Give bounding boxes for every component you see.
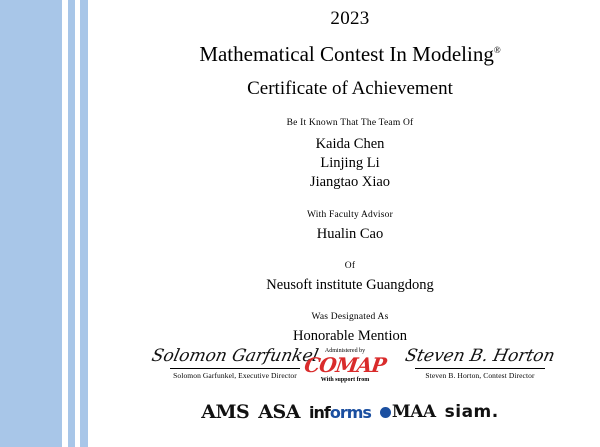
signature-rule-right — [415, 368, 545, 369]
certificate-subtitle: Certificate of Achievement — [247, 78, 453, 99]
institution-name: Neusoft institute Guangdong — [266, 277, 434, 293]
ams-logo: AMS — [201, 401, 250, 423]
designation-label: Was Designated As — [311, 312, 389, 322]
informs-logo-prefix: inf — [309, 402, 330, 422]
signature-caption-left: Solomon Garfunkel, Executive Director — [173, 371, 297, 380]
sponsor-logos — [100, 398, 600, 426]
signature-mark-left: Solomon Garfunkel — [149, 346, 321, 366]
siam-logo: siam. — [444, 402, 499, 422]
signature-caption-right: Steven B. Horton, Contest Director — [425, 371, 535, 380]
institution-label: Of — [344, 261, 356, 271]
support-from-label: With support from — [320, 377, 370, 383]
maa-dot-icon — [380, 407, 391, 418]
border-bar-thin-2 — [80, 0, 88, 447]
asa-logo: ASA — [258, 401, 300, 423]
contest-title — [100, 42, 600, 67]
signature-rule-left — [170, 368, 300, 369]
informs-logo-suffix: orms — [329, 402, 371, 422]
contest-title-text: Mathematical Contest In Modeling — [199, 42, 494, 66]
team-label: Be It Known That The Team Of — [286, 118, 414, 128]
advisor-name: Hualin Cao — [316, 226, 384, 242]
list-item: Kaida Chen — [315, 136, 385, 152]
comap-block — [300, 348, 390, 383]
maa-logo-text: MAA — [391, 402, 436, 422]
registered-trademark-icon: ® — [493, 45, 501, 55]
award-name: Honorable Mention — [293, 328, 407, 344]
decorative-left-border — [0, 0, 100, 447]
comap-logo: COMAP — [302, 353, 388, 377]
signature-block-right — [380, 345, 580, 380]
informs-logo — [309, 403, 371, 422]
maa-logo — [380, 402, 436, 422]
signature-mark-right: Steven B. Horton — [403, 346, 557, 366]
advisor-label: With Faculty Advisor — [307, 210, 393, 220]
border-bar-wide — [0, 0, 62, 447]
team-members-list — [100, 135, 600, 192]
administered-by-label: Administered by — [324, 348, 366, 354]
contest-year: 2023 — [330, 8, 370, 29]
list-item: Linjing Li — [320, 155, 380, 171]
border-bar-thin-1 — [68, 0, 75, 447]
list-item: Jiangtao Xiao — [309, 174, 391, 190]
